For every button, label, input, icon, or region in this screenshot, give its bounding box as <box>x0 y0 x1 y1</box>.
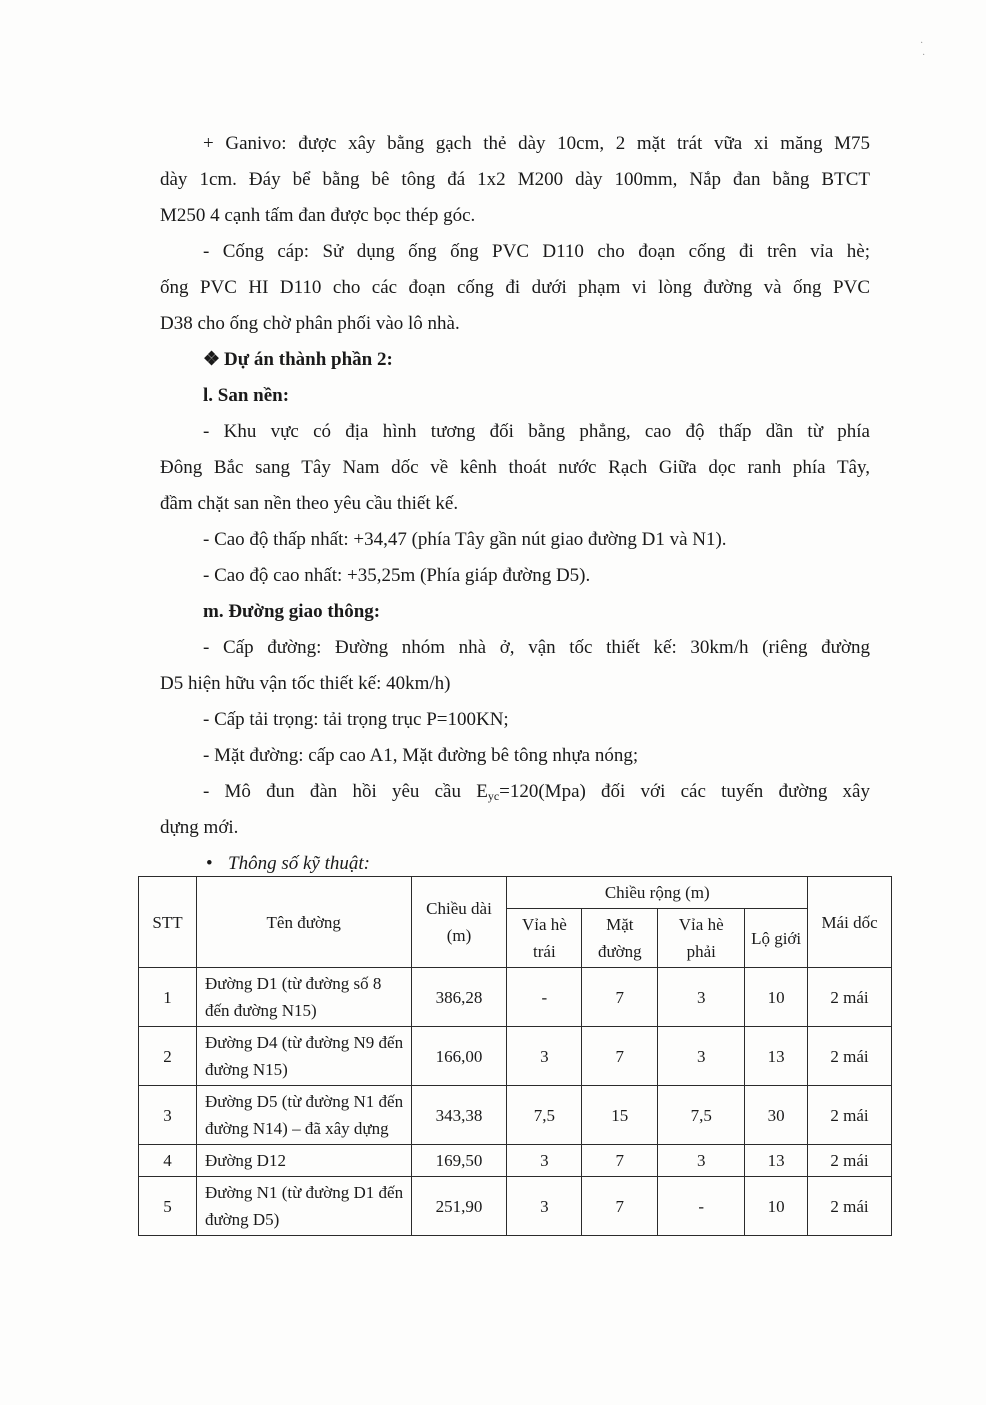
cell-sidewalk-right: 3 <box>658 1145 745 1177</box>
document-body <box>160 126 870 882</box>
cell-sidewalk-right: 3 <box>658 968 745 1027</box>
road-specs-table <box>138 876 892 1236</box>
cell-sidewalk-left: - <box>507 968 582 1027</box>
paragraph-ganivo-line1: + Ganivo: được xây bằng gạch thẻ dày 10cm, 2 mặt trát vữa xi măng M75 <box>203 133 870 154</box>
table-row <box>139 1086 892 1145</box>
table-row <box>139 1145 892 1177</box>
cell-slope: 2 mái <box>808 1177 892 1236</box>
cell-sidewalk-left: 3 <box>507 1145 582 1177</box>
cell-length: 386,28 <box>411 968 507 1027</box>
section-heading-project-2 <box>160 342 870 378</box>
cell-road-surface: 7 <box>582 1145 658 1177</box>
cell-slope: 2 mái <box>808 1027 892 1086</box>
cell-length: 166,00 <box>411 1027 507 1086</box>
paragraph-cable-line2: ống PVC HI D110 cho các đoạn cống đi dưới phạm vi lòng đường và ống PVC <box>160 277 870 298</box>
cell-right-of-way: 10 <box>745 968 808 1027</box>
cell-road-name: Đường N1 (từ đường D1 đến đường D5) <box>196 1177 411 1236</box>
paragraph-terrain-line3: đầm chặt san nền theo yêu cầu thiết kế. <box>160 493 459 514</box>
diamond-bullet-icon: ❖ <box>203 349 221 370</box>
paragraph-load-class: - Cấp tải trọng: tải trọng trục P=100KN; <box>203 709 509 730</box>
cell-right-of-way: 30 <box>745 1086 808 1145</box>
cell-road-name: Đường D5 (từ đường N1 đến đường N14) – đã xây dựng <box>196 1086 411 1145</box>
cell-road-name: Đường D1 (từ đường số 8 đến đường N15) <box>196 968 411 1027</box>
cell-right-of-way: 13 <box>745 1027 808 1086</box>
header-sidewalk-right: Vỉa hè phải <box>658 909 745 968</box>
modulus-subscript: yc <box>487 789 500 803</box>
paragraph-road-class-line2: D5 hiện hữu vận tốc thiết kế: 40km/h) <box>160 673 451 694</box>
header-road-surface: Mặt đường <box>582 909 658 968</box>
paragraph-terrain-line2: Đông Bắc sang Tây Nam dốc về kênh thoát nước Rạch Giữa dọc ranh phía Tây, <box>160 457 870 478</box>
paragraph-ganivo-line2: dày 1cm. Đáy bể bằng bê tông đá 1x2 M200 dày 100mm, Nắp đan bằng BTCT <box>160 169 870 190</box>
paragraph-road-surface: - Mặt đường: cấp cao A1, Mặt đường bê tông nhựa nóng; <box>203 745 639 766</box>
header-sidewalk-left: Vỉa hè trái <box>507 909 582 968</box>
header-slope: Mái dốc <box>808 877 892 968</box>
cell-stt: 2 <box>139 1027 197 1086</box>
paragraph-modulus-line1 <box>160 774 870 810</box>
modulus-text-pre: - Mô đun đàn hồi yêu cầu E <box>203 781 488 802</box>
paragraph-modulus-line2: dựng mới. <box>160 817 239 838</box>
table-header-row <box>139 877 892 909</box>
cell-slope: 2 mái <box>808 1145 892 1177</box>
cell-sidewalk-right: 7,5 <box>658 1086 745 1145</box>
paragraph-lowest-elevation: - Cao độ thấp nhất: +34,47 (phía Tây gần nút giao đường D1 và N1). <box>203 529 727 550</box>
paragraph-highest-elevation: - Cao độ cao nhất: +35,25m (Phía giáp đường D5). <box>203 565 591 586</box>
cell-sidewalk-left: 3 <box>507 1177 582 1236</box>
cell-stt: 1 <box>139 968 197 1027</box>
header-road-name: Tên đường <box>196 877 411 968</box>
paragraph-cable-line3: D38 cho ống chờ phân phối vào lô nhà. <box>160 313 460 334</box>
scan-speck: · <box>922 50 926 61</box>
paragraph-ganivo-line3: M250 4 cạnh tấm đan được bọc thép góc. <box>160 205 476 226</box>
table-row <box>139 1027 892 1086</box>
cell-length: 251,90 <box>411 1177 507 1236</box>
cell-road-surface: 7 <box>582 968 658 1027</box>
cell-sidewalk-right: - <box>658 1177 745 1236</box>
cell-sidewalk-right: 3 <box>658 1027 745 1086</box>
table-row <box>139 1177 892 1236</box>
header-width-group: Chiều rộng (m) <box>507 877 808 909</box>
bullet-specs-text: Thông số kỹ thuật: <box>228 853 370 874</box>
header-length: Chiều dài (m) <box>411 877 507 968</box>
modulus-text-post: =120(Mpa) đối với các tuyến đường xây <box>499 781 870 802</box>
cell-road-surface: 7 <box>582 1027 658 1086</box>
bullet-dot-icon: • <box>206 853 213 874</box>
heading-duong-giao-thong: m. Đường giao thông: <box>203 601 381 622</box>
cell-road-surface: 15 <box>582 1086 658 1145</box>
cell-length: 169,50 <box>411 1145 507 1177</box>
heading-san-nen: l. San nền: <box>203 385 290 406</box>
cell-slope: 2 mái <box>808 1086 892 1145</box>
cell-length: 343,38 <box>411 1086 507 1145</box>
cell-slope: 2 mái <box>808 968 892 1027</box>
cell-sidewalk-left: 3 <box>507 1027 582 1086</box>
cell-stt: 3 <box>139 1086 197 1145</box>
cell-right-of-way: 10 <box>745 1177 808 1236</box>
cell-stt: 4 <box>139 1145 197 1177</box>
scan-speck: · <box>920 38 924 49</box>
table-row <box>139 968 892 1027</box>
cell-sidewalk-left: 7,5 <box>507 1086 582 1145</box>
header-right-of-way: Lộ giới <box>745 909 808 968</box>
cell-stt: 5 <box>139 1177 197 1236</box>
cell-road-name: Đường D4 (từ đường N9 đến đường N15) <box>196 1027 411 1086</box>
paragraph-road-class-line1: - Cấp đường: Đường nhóm nhà ở, vận tốc thiết kế: 30km/h (riêng đường <box>203 637 870 658</box>
cell-road-name: Đường D12 <box>196 1145 411 1177</box>
header-stt: STT <box>139 877 197 968</box>
paragraph-cable-line1: - Cống cáp: Sử dụng ống ống PVC D110 cho đoạn cống đi trên vỉa hè; <box>203 241 870 262</box>
cell-right-of-way: 13 <box>745 1145 808 1177</box>
paragraph-terrain-line1: - Khu vực có địa hình tương đối bằng phẳng, cao độ thấp dần từ phía <box>203 421 870 442</box>
cell-road-surface: 7 <box>582 1177 658 1236</box>
section-heading-text: Dự án thành phần 2: <box>224 349 393 370</box>
